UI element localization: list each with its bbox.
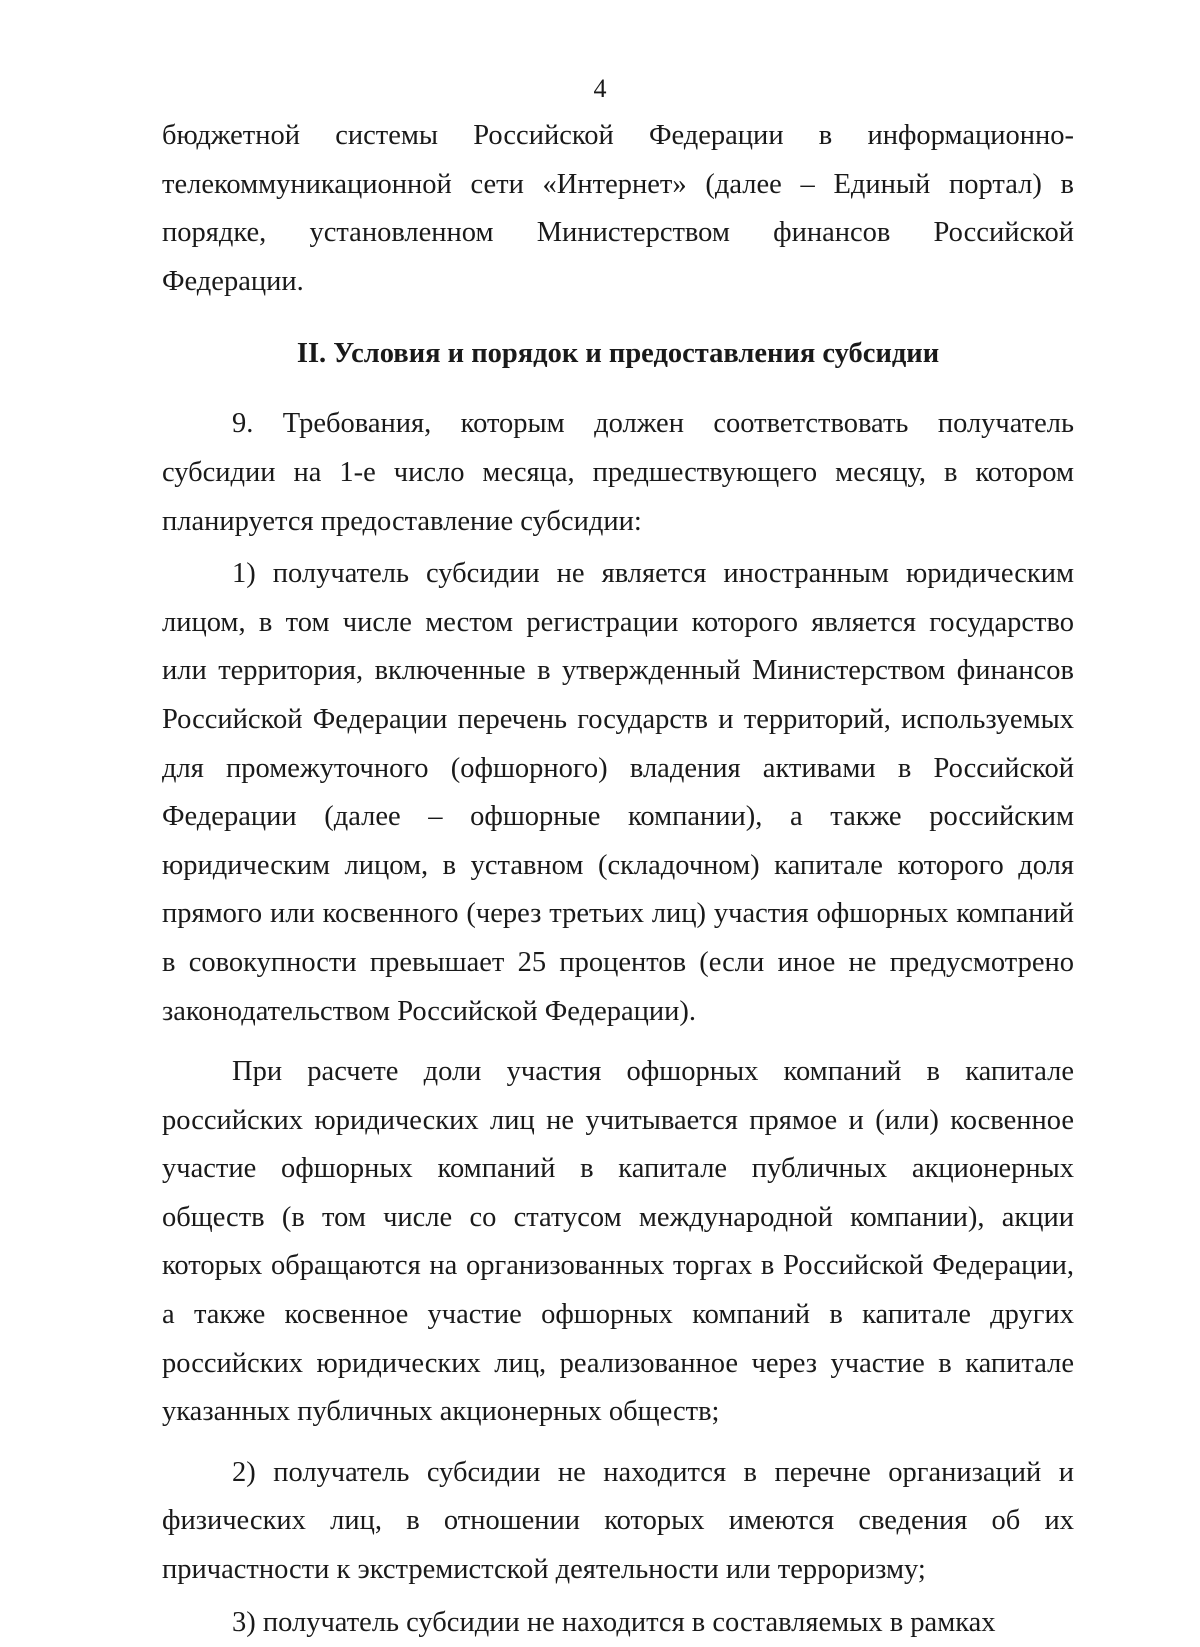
document-body — [162, 112, 1074, 1647]
intro-paragraph: бюджетной системы Российской Федерации в информационно-телекоммуникационной сети «Интернет» (далее – Единый портал) в порядке, установленном Министерством финансов Российской Федерации. — [162, 120, 1074, 297]
page-number: 4 — [593, 74, 607, 103]
paragraph-9: 9. Требования, которым должен соответствовать получатель субсидии на 1-е число месяца, предшествующего месяцу, в котором планируется предоставление субсидии: — [162, 408, 1074, 537]
offshore-note-paragraph: При расчете доли участия офшорных компаний в капитале российских юридических лиц не учитывается прямое и (или) косвенное участие офшорных компаний в капитале публичных акционерных обществ (в том числе со статусом международной компании), акции которых обращаются на организованных торгах в Российской Федерации, а также косвенное участие офшорных компаний в капитале других российских юридических лиц, реализованное через участие в капитале указанных публичных акционерных обществ; — [162, 1056, 1074, 1428]
list-item-2: 2) получатель субсидии не находится в перечне организаций и физических лиц, в отношении которых имеются сведения об их причастности к экстремистской деятельности или терроризму; — [162, 1456, 1074, 1586]
list-item-1: 1) получатель субсидии не является иностранным юридическим лицом, в том числе местом регистрации которого является государство или территория, включенные в утвержденный Министерством финансов Российской Федерации перечень государств и территорий, используемых для промежуточного (офшорного) владения активами в Российской Федерации (далее – офшорные компании), а также российским юридическим лицом, в уставном (складочном) капитале которого доля прямого или косвенного (через третьих лиц) участия офшорных компаний в совокупности превышает 25 процентов (если иное не предусмотрено законодательством Российской Федерации). — [162, 558, 1074, 1027]
list-item-3: 3) получатель субсидии не находится в составляемых в рамках — [232, 1606, 996, 1638]
section-heading: II. Условия и порядок и предоставления субсидии — [296, 338, 940, 370]
